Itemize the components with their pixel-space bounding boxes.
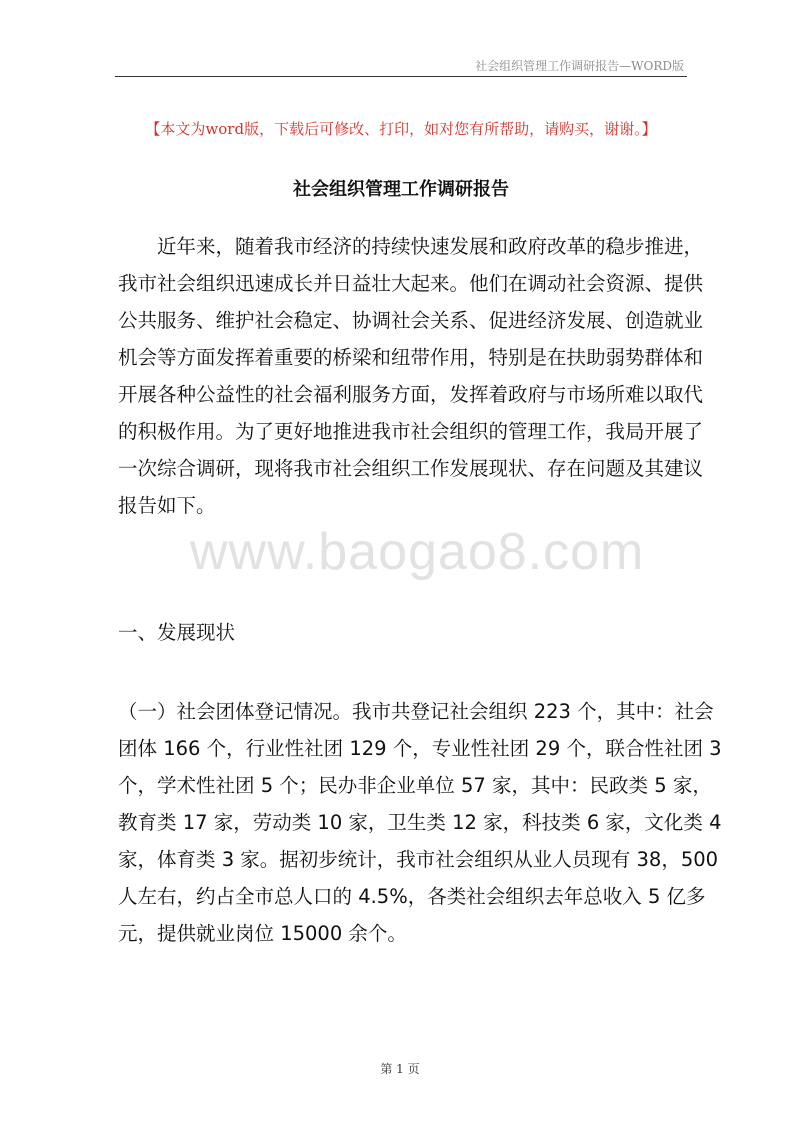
paragraph-line: （一）社会团体登记情况。我市共登记社会组织 223 个，其中：社会 — [118, 700, 714, 723]
paragraph-line: 机会等方面发挥着重要的桥梁和纽带作用，特别是在扶助弱势群体和 — [118, 346, 704, 369]
paragraph-line: 人左右，约占全市总人口的 4.5%，各类社会组织去年总收入 5 亿多 — [118, 885, 706, 908]
paragraph-line: 公共服务、维护社会稳定、协调社会关系、促进经济发展、创造就业 — [118, 309, 704, 332]
paragraph-line: 教育类 17 家，劳动类 10 家，卫生类 12 家，科技类 6 家，文化类 4 — [118, 811, 722, 834]
paragraph-line: 开展各种公益性的社会福利服务方面，发挥着政府与市场所难以取代 — [118, 383, 704, 406]
paragraph-line: 报告如下。 — [118, 494, 216, 517]
paragraph-line: 的积极作用。为了更好地推进我市社会组织的管理工作，我局开展了 — [118, 420, 704, 443]
section-heading: 一、发展现状 — [118, 621, 236, 644]
header-rule — [115, 76, 687, 77]
running-header: 社会组织管理工作调研报告—WORD版 — [475, 59, 684, 73]
page-number: 第 1 页 — [380, 1062, 420, 1076]
paragraph-line: 元，提供就业岗位 15000 余个。 — [118, 922, 407, 945]
registration-paragraph — [118, 693, 722, 952]
document-title: 社会组织管理工作调研报告 — [293, 179, 509, 200]
watermark: www.baogao8.com — [190, 523, 645, 581]
paragraph-line: 近年来，随着我市经济的持续快速发展和政府改革的稳步推进， — [118, 235, 704, 258]
paragraph-line: 一次综合调研，现将我市社会组织工作发展现状、存在问题及其建议 — [118, 457, 704, 480]
paragraph-line: 家，体育类 3 家。据初步统计，我市社会组织从业人员现有 38，500 — [118, 848, 719, 871]
intro-paragraph — [118, 228, 704, 524]
paragraph-line: 团体 166 个，行业性社团 129 个，专业性社团 29 个，联合性社团 3 — [118, 737, 722, 760]
purchase-notice: 【本文为word版，下载后可修改、打印，如对您有所帮助，请购买，谢谢。】 — [145, 120, 657, 138]
paragraph-line: 个，学术性社团 5 个；民办非企业单位 57 家，其中：民政类 5 家， — [118, 774, 712, 797]
paragraph-line: 我市社会组织迅速成长并日益壮大起来。他们在调动社会资源、提供 — [118, 272, 704, 295]
